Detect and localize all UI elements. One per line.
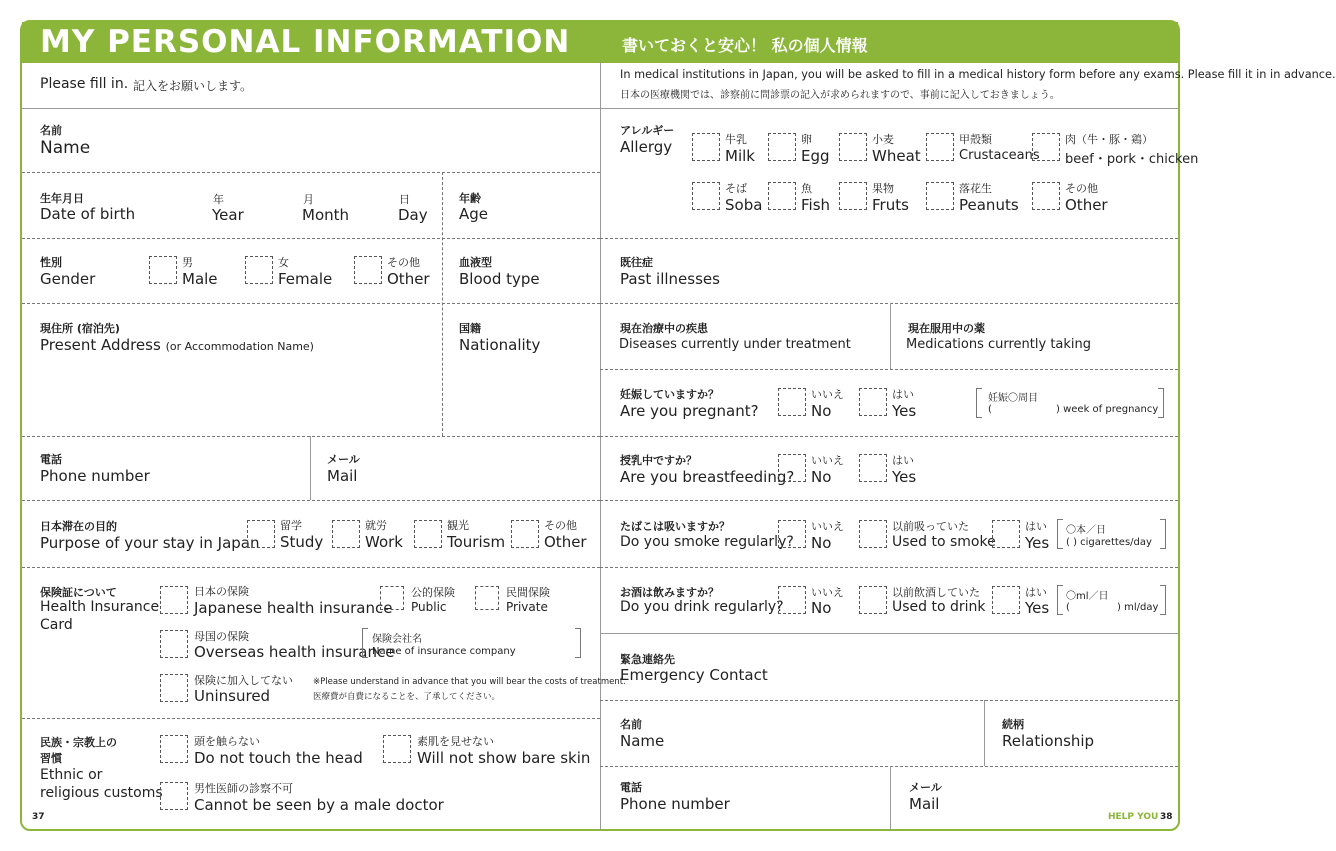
year-label: Year — [212, 206, 244, 224]
gender-other-checkbox[interactable] — [354, 256, 382, 284]
pregnant-label: Are you pregnant? — [620, 402, 759, 420]
emergency-label-jp: 緊急連絡先 — [620, 653, 675, 666]
divider — [600, 238, 1178, 239]
ec-rel-label-jp: 続柄 — [1002, 718, 1024, 731]
insurance-japanese-checkbox[interactable] — [160, 586, 188, 614]
head-jp: 頭を触らない — [194, 735, 260, 748]
peanuts-label: Peanuts — [959, 196, 1019, 214]
purpose-label-jp: 日本滞在の目的 — [40, 520, 117, 533]
fruits-label: Fruts — [872, 196, 909, 214]
ec-mail-label: Mail — [909, 795, 940, 813]
ethnic-skin-checkbox[interactable] — [383, 735, 411, 763]
drink-yes-jp: はい — [1025, 586, 1047, 599]
nationality-label: Nationality — [459, 336, 541, 354]
private-label: Private — [506, 600, 548, 614]
breast-yes-jp: はい — [892, 454, 914, 467]
divider — [22, 500, 600, 501]
wheat-jp: 小麦 — [872, 133, 894, 146]
allergy-other-jp: その他 — [1065, 182, 1098, 195]
allergy-peanuts-checkbox[interactable] — [926, 182, 954, 210]
header-bar — [22, 22, 1178, 63]
blood-label: Blood type — [459, 270, 540, 288]
uninsured-jp: 保険に加入してない — [194, 674, 293, 687]
day-label: Day — [398, 206, 428, 224]
pregnant-no-label: No — [811, 402, 832, 420]
bracket-right — [1158, 388, 1164, 418]
allergy-other-label: Other — [1065, 196, 1108, 214]
peanuts-jp: 落花生 — [959, 182, 992, 195]
insurance-uninsured-checkbox[interactable] — [160, 674, 188, 702]
insurance-public-checkbox[interactable] — [380, 586, 404, 610]
week-label: ) week of pregnancy — [1056, 404, 1159, 415]
month-jp: 月 — [303, 193, 314, 206]
smoke-used-label: Used to smoke — [892, 534, 996, 550]
ethnic-label-1: Ethnic or — [40, 767, 103, 783]
other-label: Other — [387, 270, 430, 288]
bracket-right — [575, 628, 581, 658]
notice-text: In medical institutions in Japan, you will be asked to fill in a medical history form before any exams. Please fill it in in advance. — [620, 68, 1336, 81]
divider — [22, 567, 600, 568]
fish-label: Fish — [801, 196, 831, 214]
drink-used-checkbox[interactable] — [859, 586, 887, 614]
notice-text-jp: 日本の医療機関では、診察前に問診票の記入が求められますので、事前に記入しておきましょう。 — [620, 90, 1060, 101]
smoke-amt-jp: 〇本／日 — [1066, 525, 1106, 536]
nationality-label-jp: 国籍 — [459, 322, 481, 335]
female-jp: 女 — [278, 256, 289, 269]
divider — [600, 700, 1178, 701]
purpose-work-checkbox[interactable] — [332, 520, 360, 548]
ec-name-label-jp: 名前 — [620, 718, 642, 731]
smoke-label: Do you smoke regularly? — [620, 534, 794, 550]
smoke-no-jp: いいえ — [811, 520, 844, 533]
pregnant-yes-label: Yes — [892, 402, 917, 420]
meds-label: Medications currently taking — [906, 337, 1092, 352]
allergy-milk-checkbox[interactable] — [692, 133, 720, 161]
divider — [600, 567, 1178, 568]
meds-label-jp: 現在服用中の薬 — [908, 322, 985, 335]
drink-amt-label: ) ml/day — [1117, 602, 1159, 613]
dob-label-jp: 生年月日 — [40, 192, 84, 205]
allergy-fish-checkbox[interactable] — [768, 182, 796, 210]
pregnant-yes-checkbox[interactable] — [859, 388, 887, 416]
breast-label-jp: 授乳中ですか？ — [620, 454, 697, 467]
page-number-left: 37 — [32, 812, 45, 822]
gender-label: Gender — [40, 270, 96, 288]
month-label: Month — [302, 206, 350, 224]
allergy-wheat-checkbox[interactable] — [839, 133, 867, 161]
divider — [890, 303, 891, 369]
divider — [442, 172, 443, 436]
tourism-jp: 観光 — [447, 519, 469, 532]
breast-no-label: No — [811, 468, 832, 486]
smoke-yes-checkbox[interactable] — [992, 520, 1020, 548]
ethnic-label-jp-2: 習慣 — [40, 752, 62, 765]
pregnant-label-jp: 妊娠していますか？ — [620, 388, 719, 401]
year-jp: 年 — [213, 193, 224, 206]
breast-label: Are you breastfeeding? — [620, 468, 795, 486]
gender-male-checkbox[interactable] — [149, 256, 177, 284]
divider — [22, 172, 600, 173]
divider — [984, 700, 985, 766]
head-label: Do not touch the head — [194, 749, 363, 767]
gender-female-checkbox[interactable] — [245, 256, 273, 284]
ec-phone-label-jp: 電話 — [620, 781, 642, 794]
divider — [600, 633, 1178, 634]
bracket-left — [976, 388, 982, 418]
pregnant-no-checkbox[interactable] — [778, 388, 806, 416]
insurance-label-1: Health Insurance — [40, 599, 160, 615]
allergy-soba-checkbox[interactable] — [692, 182, 720, 210]
purpose-tourism-checkbox[interactable] — [414, 520, 442, 548]
ethnic-head-checkbox[interactable] — [160, 735, 188, 763]
past-label: Past illnesses — [620, 270, 720, 288]
insurance-note: ※Please understand in advance that you will bear the costs of treatment. — [313, 677, 626, 687]
female-label: Female — [278, 270, 333, 288]
drink-used-jp: 以前飲酒していた — [892, 586, 980, 599]
pregnant-yes-jp: はい — [892, 388, 914, 401]
drink-amt-open: ( — [1066, 602, 1070, 613]
diseases-label-jp: 現在治療中の疾患 — [620, 322, 708, 335]
gender-label-jp: 性別 — [40, 256, 62, 269]
pregnant-no-jp: いいえ — [811, 388, 844, 401]
address-label-jp: 現住所 (宿泊先) — [40, 322, 120, 335]
purpose-study-checkbox[interactable] — [247, 520, 275, 548]
phone-label: Phone number — [40, 467, 150, 485]
name-label: Name — [40, 138, 91, 158]
fill-in-label-jp: 記入をお願いします。 — [133, 79, 253, 93]
drink-no-label: No — [811, 599, 832, 617]
public-label: Public — [411, 600, 447, 614]
crustaceans-label: Crustaceans — [959, 148, 1040, 163]
name-label-jp: 名前 — [40, 124, 62, 137]
footer-brand: HELP YOU — [1108, 812, 1159, 822]
allergy-crustaceans-checkbox[interactable] — [926, 133, 954, 161]
drink-no-checkbox[interactable] — [778, 586, 806, 614]
blood-label-jp: 血液型 — [459, 256, 492, 269]
allergy-label: Allergy — [620, 138, 673, 156]
page-title: MY PERSONAL INFORMATION — [40, 24, 571, 60]
day-jp: 日 — [399, 193, 410, 206]
male-label: Male — [182, 270, 218, 288]
smoke-amt-label: ( ) cigarettes/day — [1066, 537, 1152, 548]
allergy-label-jp: アレルギー — [620, 124, 675, 137]
page-number-right: 38 — [1160, 812, 1173, 822]
meat-jp: 肉（牛・豚・鶏） — [1065, 133, 1153, 146]
allergy-egg-checkbox[interactable] — [768, 133, 796, 161]
egg-label: Egg — [801, 147, 830, 165]
mail-label-jp: メール — [327, 453, 360, 466]
study-label: Study — [280, 533, 324, 551]
emergency-label: Emergency Contact — [620, 666, 768, 684]
other-jp: その他 — [387, 256, 420, 269]
soba-jp: そば — [725, 182, 747, 195]
fish-jp: 魚 — [801, 182, 812, 195]
ethnic-label-jp-1: 民族・宗教上の — [40, 736, 117, 749]
soba-label: Soba — [725, 196, 763, 214]
bracket-right — [1160, 519, 1166, 549]
insurance-overseas-checkbox[interactable] — [160, 630, 188, 658]
smoke-yes-label: Yes — [1025, 534, 1050, 552]
smoke-used-jp: 以前吸っていた — [892, 520, 969, 533]
drink-label-jp: お酒は飲みますか？ — [620, 586, 719, 599]
drink-yes-checkbox[interactable] — [992, 586, 1020, 614]
doctor-jp: 男性医師の診察不可 — [194, 782, 293, 795]
divider — [890, 766, 891, 830]
drink-label: Do you drink regularly? — [620, 599, 784, 615]
smoke-used-checkbox[interactable] — [859, 520, 887, 548]
ec-rel-label: Relationship — [1002, 732, 1095, 750]
uninsured-label: Uninsured — [194, 687, 271, 705]
divider — [22, 108, 1178, 109]
divider — [22, 718, 600, 719]
divider — [600, 369, 1178, 370]
wheat-label: Wheat — [872, 147, 921, 165]
bracket-left — [1057, 585, 1063, 615]
mail-label: Mail — [327, 467, 358, 485]
breast-no-checkbox[interactable] — [778, 454, 806, 482]
doctor-label: Cannot be seen by a male doctor — [194, 796, 444, 814]
bracket-right — [1160, 585, 1166, 615]
divider — [22, 238, 600, 239]
insurance-label-2: Card — [40, 617, 73, 633]
study-jp: 留学 — [280, 519, 302, 532]
breast-yes-label: Yes — [892, 468, 917, 486]
fruits-jp: 果物 — [872, 182, 894, 195]
phone-label-jp: 電話 — [40, 453, 62, 466]
smoke-yes-jp: はい — [1025, 520, 1047, 533]
private-jp: 民間保険 — [506, 586, 550, 599]
smoke-no-label: No — [811, 534, 832, 552]
ethnic-doctor-checkbox[interactable] — [160, 782, 188, 810]
ec-name-label: Name — [620, 732, 665, 750]
skin-jp: 素肌を見せない — [417, 735, 494, 748]
purpose-other-checkbox[interactable] — [511, 520, 539, 548]
japanese-ins-label: Japanese health insurance — [194, 599, 393, 617]
divider — [600, 500, 1178, 501]
ethnic-label-2: religious customs — [40, 785, 163, 801]
allergy-other-checkbox[interactable] — [1032, 182, 1060, 210]
crustaceans-jp: 甲殻類 — [959, 133, 992, 146]
purpose-other-label: Other — [544, 533, 587, 551]
purpose-other-jp: その他 — [544, 519, 577, 532]
bracket-left — [1057, 519, 1063, 549]
divider — [600, 303, 1178, 304]
meat-label: beef・pork・chicken — [1065, 152, 1199, 167]
work-jp: 就労 — [365, 519, 387, 532]
company-label: Name of insurance company — [372, 646, 516, 657]
public-jp: 公的保険 — [411, 586, 455, 599]
smoke-label-jp: たばこは吸いますか？ — [620, 520, 730, 533]
age-label-jp: 年齢 — [459, 192, 481, 205]
page-title-jp: 書いておくと安心！ 私の個人情報 — [622, 36, 868, 55]
divider — [600, 436, 1178, 437]
divider — [22, 436, 600, 437]
ec-mail-label-jp: メール — [909, 781, 942, 794]
drink-amt-jp: 〇ml／日 — [1066, 591, 1109, 602]
insurance-note-jp: 医療費が自費になることを、了承してください。 — [313, 692, 501, 702]
overseas-ins-label: Overseas health insurance — [194, 643, 395, 661]
overseas-ins-jp: 母国の保険 — [194, 630, 249, 643]
age-label: Age — [459, 205, 489, 223]
breast-no-jp: いいえ — [811, 454, 844, 467]
milk-jp: 牛乳 — [725, 133, 747, 146]
address-label: Present Address (or Accommodation Name) — [40, 336, 314, 354]
male-jp: 男 — [182, 256, 193, 269]
milk-label: Milk — [725, 147, 755, 165]
allergy-meat-checkbox[interactable] — [1032, 133, 1060, 161]
allergy-fruits-checkbox[interactable] — [839, 182, 867, 210]
dob-label: Date of birth — [40, 205, 136, 223]
fill-in-label: Please fill in. — [40, 76, 129, 92]
ec-phone-label: Phone number — [620, 795, 730, 813]
drink-used-label: Used to drink — [892, 599, 986, 615]
egg-jp: 卵 — [801, 133, 812, 146]
company-jp: 保険会社名 — [372, 634, 422, 645]
insurance-private-checkbox[interactable] — [475, 586, 499, 610]
divider — [22, 303, 600, 304]
skin-label: Will not show bare skin — [417, 749, 591, 767]
work-label: Work — [365, 533, 403, 551]
drink-yes-label: Yes — [1025, 599, 1050, 617]
week-open: ( — [988, 404, 992, 415]
japanese-ins-jp: 日本の保険 — [194, 585, 249, 598]
drink-no-jp: いいえ — [811, 586, 844, 599]
bracket-left — [362, 628, 368, 658]
purpose-label: Purpose of your stay in Japan — [40, 534, 260, 552]
insurance-label-jp: 保険証について — [40, 586, 117, 599]
center-divider — [600, 62, 601, 830]
breast-yes-checkbox[interactable] — [859, 454, 887, 482]
divider — [310, 436, 311, 500]
tourism-label: Tourism — [447, 533, 506, 551]
diseases-label: Diseases currently under treatment — [619, 337, 851, 352]
divider — [600, 766, 1178, 767]
week-jp: 妊娠〇周目 — [988, 393, 1038, 404]
smoke-no-checkbox[interactable] — [778, 520, 806, 548]
past-label-jp: 既往症 — [620, 256, 653, 269]
